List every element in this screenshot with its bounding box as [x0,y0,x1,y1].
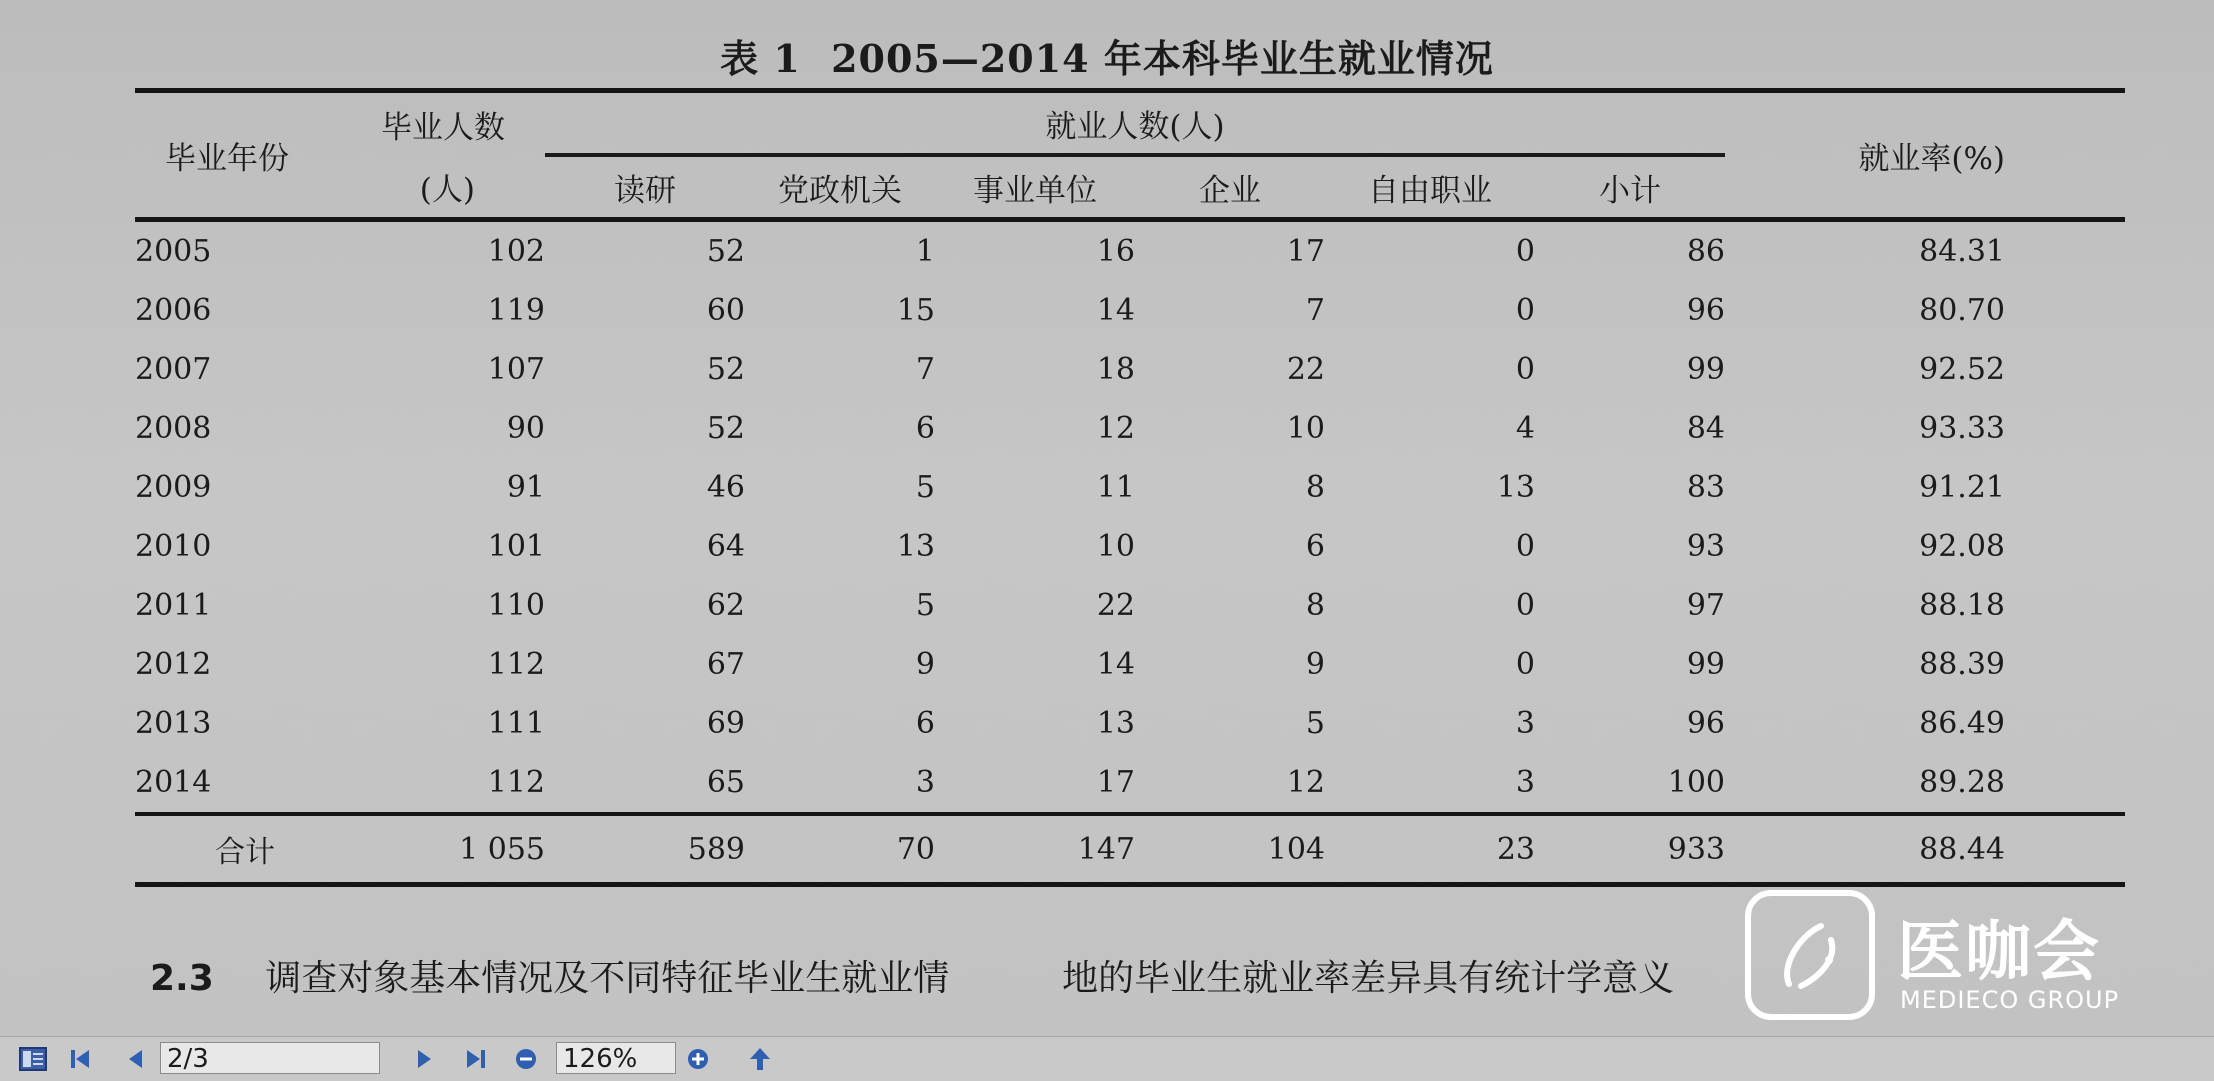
cell-subtotal: 96 [1686,293,1725,328]
cell-institution: 14 [1096,293,1135,328]
table-row [135,753,2125,814]
cell-government: 1 [745,220,935,282]
total-graduates: 1 055 [325,814,545,885]
caption-title: 2005—2014 年本科毕业生就业情况 [831,36,1494,81]
header-sub-institution: 事业单位 [935,155,1135,220]
cell-rate: 84.31 [1725,220,2125,282]
table-caption [0,28,2214,83]
zoom-in-icon[interactable] [684,1045,712,1073]
zoom-level-input[interactable]: 126% [556,1042,676,1074]
cell-government: 7 [915,352,935,387]
header-year: 毕业年份 [135,91,325,220]
cell-freelance: 0 [1325,220,1535,282]
cell-subtotal: 86 [1535,220,1725,282]
header-sub-enterprise: 企业 [1135,155,1325,220]
previous-page-icon[interactable] [122,1045,150,1073]
caption-label: 表 1 [720,36,801,81]
cell-enterprise: 8 [1305,470,1325,505]
cell-institution: 22 [1096,588,1135,623]
cell-graduates: 90 [506,411,545,446]
cell-enterprise: 12 [1286,765,1325,800]
cell-graduates: 110 [487,588,545,623]
cell-subtotal: 96 [1686,706,1725,741]
cell-rate: 91.21 [1919,470,2005,505]
table-row [135,694,2125,753]
zoom-out-icon[interactable] [512,1045,540,1073]
section-number: 2.3 [150,958,214,999]
cell-government: 6 [915,411,935,446]
cell-institution: 18 [1096,352,1135,387]
cell-enterprise: 8 [1305,588,1325,623]
cell-rate: 88.18 [1919,588,2005,623]
cell-subtotal: 99 [1686,352,1725,387]
cell-graduates: 101 [487,529,545,564]
cell-freelance: 0 [1515,529,1535,564]
header-sub-government: 党政机关 [745,155,935,220]
cell-graduates: 107 [487,352,545,387]
cell-government: 6 [915,706,935,741]
section-text-right: 地的毕业生就业率差异具有统计学意义 [1062,958,1675,999]
cell-institution: 12 [1096,411,1135,446]
cell-rate: 92.52 [1919,352,2005,387]
header-sub-subtotal: 小计 [1535,155,1725,220]
total-study: 589 [545,814,745,885]
cell-graduates: 102 [325,220,545,282]
watermark-logo [1745,890,2165,1030]
cell-freelance: 0 [1515,293,1535,328]
header-sub-study: 读研 [545,155,745,220]
cell-year: 2008 [135,411,212,446]
cell-enterprise: 9 [1305,647,1325,682]
cell-government: 5 [915,470,935,505]
sidebar-icon[interactable] [18,1045,48,1073]
cell-institution: 11 [1096,470,1135,505]
section-heading [150,950,1674,1001]
cell-freelance: 0 [1515,352,1535,387]
cell-enterprise: 5 [1305,706,1325,741]
cell-subtotal: 84 [1686,411,1725,446]
cell-government: 5 [915,588,935,623]
cell-subtotal: 99 [1686,647,1725,682]
cell-study: 64 [706,529,745,564]
upload-icon[interactable] [746,1045,774,1073]
cell-institution: 17 [1096,765,1135,800]
cell-freelance: 3 [1515,706,1535,741]
cell-study: 52 [706,352,745,387]
cell-graduates: 119 [487,293,545,328]
cell-year: 2014 [135,765,212,800]
cell-rate: 89.28 [1919,765,2005,800]
total-rate: 88.44 [1725,814,2125,885]
cell-rate: 93.33 [1919,411,2005,446]
cell-rate: 92.08 [1919,529,2005,564]
cell-year: 2012 [135,647,212,682]
total-government: 70 [745,814,935,885]
cell-government: 15 [896,293,935,328]
header-employed-group: 就业人数(人) [545,91,1725,156]
cell-freelance: 0 [1515,647,1535,682]
cell-freelance: 13 [1496,470,1535,505]
cell-institution: 14 [1096,647,1135,682]
table-row [135,517,2125,576]
last-page-icon[interactable] [462,1045,490,1073]
cell-study: 69 [706,706,745,741]
total-enterprise: 104 [1135,814,1325,885]
cell-year: 2005 [135,220,325,282]
table-row [135,220,2125,282]
cell-institution: 16 [935,220,1135,282]
table-row [135,399,2125,458]
cell-enterprise: 22 [1286,352,1325,387]
page-number-input[interactable]: 2/3 [160,1042,380,1074]
cell-subtotal: 93 [1686,529,1725,564]
table-row [135,635,2125,694]
cell-graduates: 91 [506,470,545,505]
cell-government: 3 [915,765,935,800]
table-row [135,576,2125,635]
header-rate: 就业率(%) [1725,91,2125,220]
cell-study: 46 [706,470,745,505]
cell-study: 52 [706,411,745,446]
cell-freelance: 4 [1515,411,1535,446]
cell-graduates: 112 [487,765,545,800]
section-text-left: 调查对象基本情况及不同特征毕业生就业情 [265,958,950,999]
cell-subtotal: 97 [1686,588,1725,623]
cell-study: 60 [706,293,745,328]
cell-enterprise: 17 [1135,220,1325,282]
cell-year: 2013 [135,706,212,741]
cell-government: 13 [896,529,935,564]
cell-graduates: 112 [487,647,545,682]
cell-subtotal: 83 [1686,470,1725,505]
cell-institution: 10 [1096,529,1135,564]
cell-year: 2009 [135,470,212,505]
table-row [135,340,2125,399]
cell-rate: 88.39 [1919,647,2005,682]
header-graduates-unit: (人) [419,171,475,208]
watermark-name: 医咖会 [1897,913,2101,990]
employment-table [135,88,2125,887]
cell-rate: 80.70 [1919,293,2005,328]
cell-year: 2007 [135,352,212,387]
first-page-icon[interactable] [66,1045,94,1073]
cell-subtotal: 100 [1667,765,1725,800]
cell-enterprise: 6 [1305,529,1325,564]
next-page-icon[interactable] [410,1045,438,1073]
cell-freelance: 3 [1515,765,1535,800]
cell-rate: 86.49 [1919,706,2005,741]
cell-enterprise: 7 [1305,293,1325,328]
cell-freelance: 0 [1515,588,1535,623]
cell-enterprise: 10 [1286,411,1325,446]
watermark-subtitle: MEDIECO GROUP [1900,986,2120,1014]
cell-institution: 13 [1096,706,1135,741]
header-graduates: 毕业人数 [325,91,545,156]
table-total-row [135,814,2125,885]
cell-year: 2011 [135,588,212,623]
total-subtotal: 933 [1535,814,1725,885]
watermark-badge-icon [1745,890,1875,1020]
viewer-toolbar [0,1036,2214,1081]
cell-study: 62 [706,588,745,623]
total-institution: 147 [935,814,1135,885]
cell-study: 65 [706,765,745,800]
cell-year: 2010 [135,529,212,564]
total-label: 合计 [135,814,325,885]
cell-study: 67 [706,647,745,682]
table-row [135,281,2125,340]
cell-year: 2006 [135,293,212,328]
table-row [135,458,2125,517]
cell-graduates: 111 [487,706,545,741]
cell-government: 9 [915,647,935,682]
header-sub-freelance: 自由职业 [1325,155,1535,220]
total-freelance: 23 [1325,814,1535,885]
cell-study: 52 [545,220,745,282]
